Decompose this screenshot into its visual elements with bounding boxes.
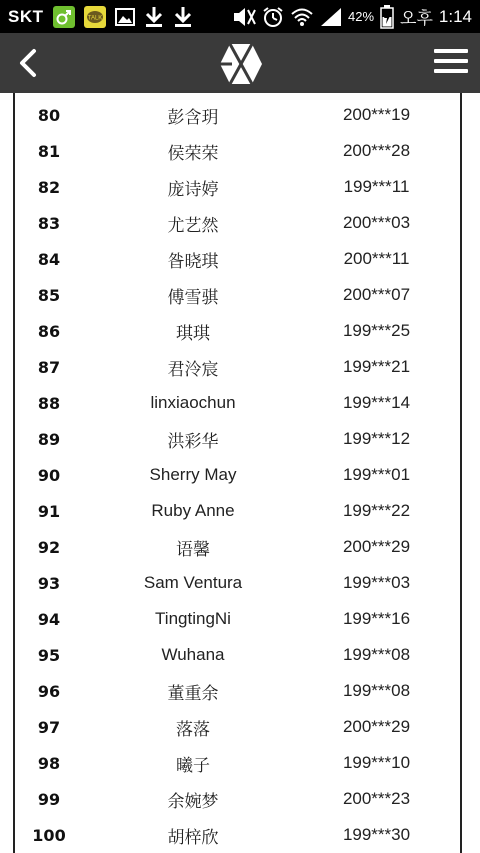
- name-cell: 曦子: [176, 755, 210, 775]
- table-row: [15, 673, 460, 709]
- name-cell: 彭含玥: [167, 107, 219, 127]
- rank-cell: 87: [37, 357, 61, 377]
- table-row: [15, 817, 460, 853]
- name-cell: 侯荣荣: [167, 143, 219, 163]
- app-header: [0, 33, 480, 93]
- name-cell: 余婉梦: [167, 791, 219, 811]
- score-cell: 199***08: [342, 681, 411, 700]
- score-cell: 199***14: [342, 393, 411, 412]
- score-cell: 199***11: [343, 177, 410, 196]
- name-cell: Ruby Anne: [151, 501, 235, 520]
- score-cell: 199***03: [342, 573, 411, 592]
- score-cell: 199***30: [342, 825, 411, 844]
- clock-time: 1:14: [438, 6, 472, 26]
- score-cell: 199***25: [342, 321, 411, 340]
- name-cell: 语馨: [176, 539, 210, 559]
- name-cell: linxiaochun: [150, 393, 236, 412]
- back-button[interactable]: [14, 47, 46, 79]
- rank-cell: 97: [37, 717, 61, 737]
- rank-cell: 96: [37, 681, 61, 701]
- carrier-label: SKT: [8, 6, 44, 26]
- rank-cell: 99: [37, 789, 61, 809]
- score-cell: 199***16: [342, 609, 411, 628]
- table-row: [15, 529, 460, 565]
- ranking-rows: [15, 33, 460, 853]
- wifi-icon: [290, 7, 314, 27]
- name-cell: 庞诗婷: [167, 179, 219, 199]
- name-cell: Wuhana: [161, 645, 225, 664]
- table-row: [15, 205, 460, 241]
- name-cell: 昝晓琪: [167, 251, 219, 271]
- name-cell: 落落: [176, 719, 210, 739]
- score-cell: 200***07: [342, 285, 411, 304]
- signal-icon: [320, 7, 342, 27]
- score-cell: 199***10: [342, 753, 411, 772]
- table-row: [15, 277, 460, 313]
- score-cell: 200***19: [342, 105, 411, 124]
- rank-cell: 100: [32, 825, 66, 845]
- table-row: [15, 421, 460, 457]
- download-icon: [173, 6, 193, 28]
- table-row: [15, 565, 460, 601]
- rank-cell: 81: [37, 141, 61, 161]
- name-cell: 董重余: [167, 683, 219, 703]
- name-cell: 琪琪: [176, 323, 210, 343]
- table-row: [15, 781, 460, 817]
- score-cell: 200***11: [343, 249, 410, 268]
- score-cell: 199***12: [342, 429, 411, 448]
- score-cell: 199***22: [342, 501, 411, 520]
- rank-cell: 86: [37, 321, 61, 341]
- table-row: [15, 133, 460, 169]
- rank-cell: 92: [37, 537, 61, 557]
- name-cell: 尤艺然: [167, 215, 219, 235]
- rank-cell: 80: [37, 105, 61, 125]
- svg-text:TALK: TALK: [87, 15, 102, 21]
- table-row: [15, 709, 460, 745]
- score-cell: 199***08: [342, 645, 411, 664]
- name-cell: TingtingNi: [155, 609, 231, 628]
- name-cell: 君泠宸: [167, 359, 219, 379]
- table-row: [15, 745, 460, 781]
- exo-logo: [218, 42, 264, 86]
- ranking-list: [13, 33, 462, 853]
- score-cell: 199***21: [342, 357, 411, 376]
- download-icon: [144, 6, 164, 28]
- table-row: [15, 97, 460, 133]
- kakaotalk-icon: [84, 6, 106, 28]
- gender-app-icon: [53, 6, 75, 28]
- name-cell: Sherry May: [149, 465, 237, 484]
- menu-button[interactable]: [434, 49, 468, 79]
- table-row: [15, 601, 460, 637]
- score-cell: 200***29: [342, 537, 411, 556]
- score-cell: 199***01: [342, 465, 411, 484]
- rank-cell: 89: [37, 429, 61, 449]
- rank-cell: 88: [37, 393, 61, 413]
- rank-cell: 98: [37, 753, 61, 773]
- name-cell: 洪彩华: [167, 431, 219, 451]
- score-cell: 200***23: [342, 789, 411, 808]
- table-row: [15, 457, 460, 493]
- name-cell: Sam Ventura: [143, 573, 243, 592]
- table-row: [15, 385, 460, 421]
- table-row: [15, 241, 460, 277]
- rank-cell: 91: [37, 501, 61, 521]
- status-bar: [0, 0, 480, 33]
- battery-percent: 42%: [348, 9, 375, 24]
- rank-cell: 90: [37, 465, 61, 485]
- table-row: [15, 313, 460, 349]
- score-cell: 200***03: [342, 213, 411, 232]
- table-row: [15, 493, 460, 529]
- name-cell: 胡梓欣: [167, 827, 219, 847]
- rank-cell: 95: [37, 645, 61, 665]
- battery-icon: [380, 5, 394, 29]
- score-cell: 200***29: [342, 717, 411, 736]
- rank-cell: 94: [37, 609, 61, 629]
- rank-cell: 93: [37, 573, 61, 593]
- table-row: [15, 637, 460, 673]
- table-row: [15, 349, 460, 385]
- score-cell: 200***28: [342, 141, 411, 160]
- rank-cell: 82: [37, 177, 61, 197]
- image-icon: [115, 7, 135, 27]
- alarm-icon: [262, 6, 284, 28]
- rank-cell: 84: [37, 249, 61, 269]
- chevron-left-icon: [14, 47, 46, 79]
- clock-ampm: 오후: [400, 9, 433, 28]
- mute-icon: [232, 6, 256, 28]
- rank-cell: 85: [37, 285, 61, 305]
- table-row: [15, 169, 460, 205]
- name-cell: 傅雪骐: [167, 287, 219, 307]
- rank-cell: 83: [37, 213, 61, 233]
